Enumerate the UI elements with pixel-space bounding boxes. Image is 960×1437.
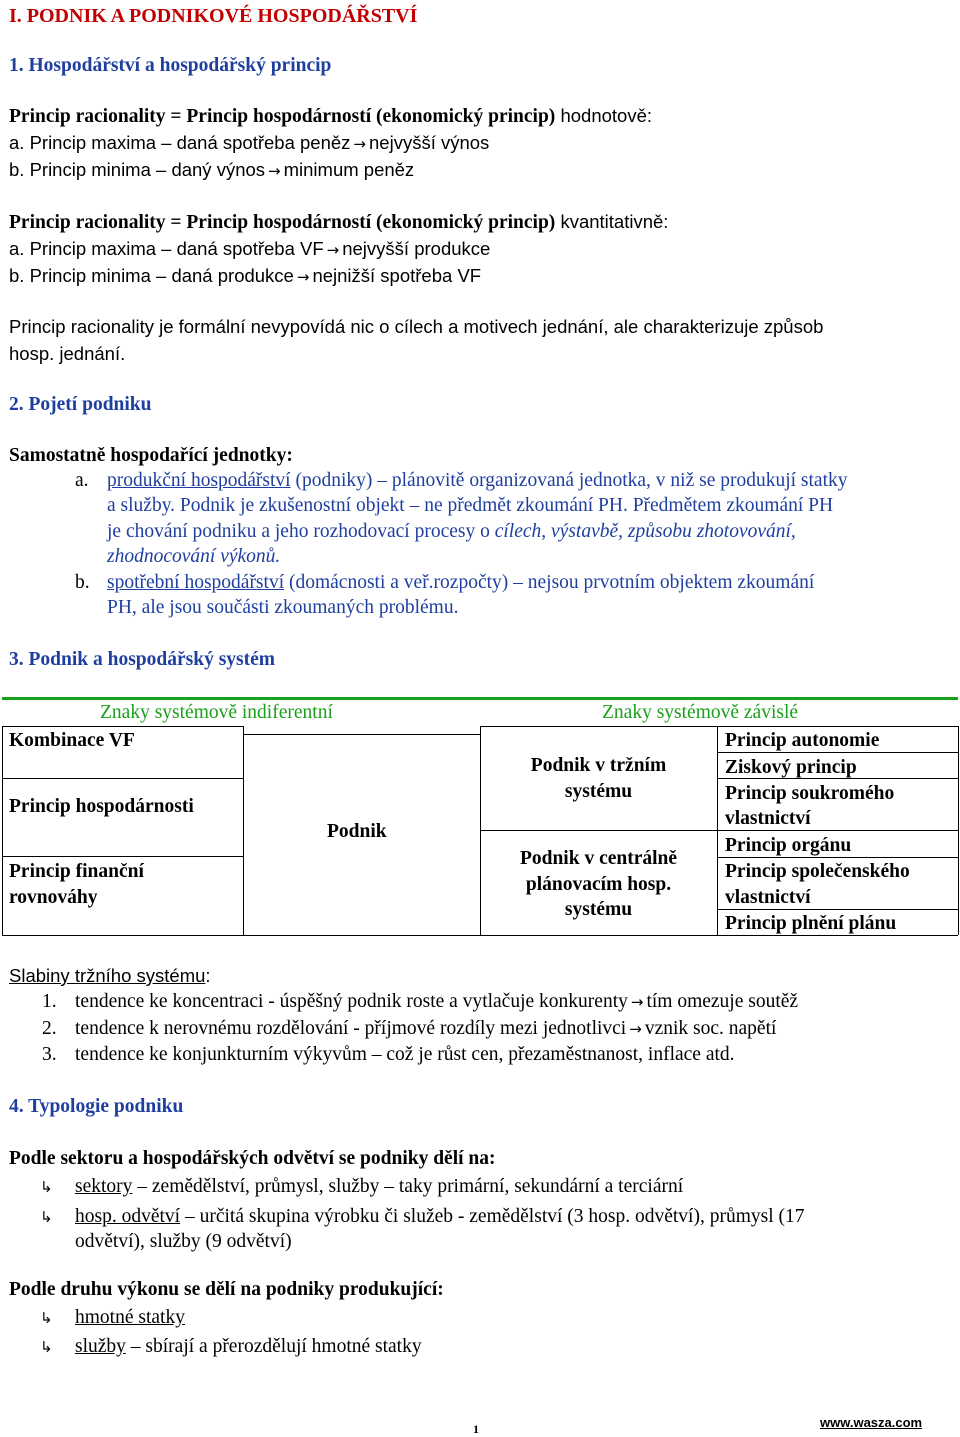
principle-value-a-result: nejvyšší výnos <box>369 132 490 153</box>
sector-item-1-text: – zemědělství, průmysl, služby – taky primární, sekundární a terciární <box>132 1176 684 1197</box>
sector-item-1-term: sektory <box>75 1176 133 1197</box>
principle-organ: Princip orgánu <box>725 835 852 856</box>
market-system-1: Podnik v tržním <box>530 755 667 776</box>
sector-item-2-term: hosp. odvětví <box>75 1206 181 1227</box>
consumption-line-2: PH, ale jsou součásti zkoumaných problému. <box>107 597 459 618</box>
output-item-1-term: hmotné statky <box>75 1307 185 1328</box>
hook-arrow-icon: ↳ <box>40 1309 53 1327</box>
production-line-3-text: je chování podniku a jeho rozhodovací procesy o <box>107 521 495 542</box>
principle-plan: Princip plnění plánu <box>725 913 897 934</box>
output-item-2 <box>75 1335 422 1359</box>
principle-value-suffix: hodnotově: <box>555 105 653 126</box>
output-item-2-text: – sbírají a přerozdělují hmotné statky <box>125 1336 422 1357</box>
principle-value-b-text: b. Princip minima – daný výnos <box>9 159 266 180</box>
weakness-2-text: tendence k nerovnému rozdělování - příjmové rozdíly mezi jednotlivci <box>75 1018 627 1039</box>
rationality-note-line-2: hosp. jednání. <box>9 343 126 364</box>
weaknesses-heading <box>9 964 211 988</box>
sector-subheading: Podle sektoru a hospodářských odvětví se podniky dělí na: <box>9 1148 496 1169</box>
output-subheading: Podle druhu výkonu se dělí na podniky produkující: <box>9 1279 444 1300</box>
consumption-line-1 <box>107 571 814 595</box>
weakness-1-text: tendence ke koncentraci - úspěšný podnik roste a vytlačuje konkurenty <box>75 991 628 1012</box>
section-3-heading: 3. Podnik a hospodářský systém <box>9 649 276 670</box>
header-dependent: Znaky systémově závislé <box>602 702 799 723</box>
item-combination-vf: Kombinace VF <box>9 730 135 751</box>
consumption-term: spotřební hospodářství <box>107 572 285 593</box>
sector-item-1 <box>75 1175 683 1199</box>
document-title: I. PODNIK A PODNIKOVÉ HOSPODÁŘSTVÍ <box>9 5 418 27</box>
principle-social-1: Princip společenského <box>725 861 910 882</box>
sector-item-2 <box>75 1205 805 1229</box>
weakness-2-number: 2. <box>42 1018 57 1039</box>
arrow-right-icon: → <box>353 135 366 153</box>
central-system-2: plánovacím hosp. <box>525 874 672 895</box>
weakness-1-number: 1. <box>42 991 57 1012</box>
arrow-right-icon: → <box>268 162 281 180</box>
production-line-3 <box>107 520 796 544</box>
weakness-2-result: vznik soc. napětí <box>644 1018 777 1039</box>
item-financial-balance-1: Princip finanční <box>9 861 144 882</box>
arrow-right-icon: → <box>629 1020 642 1038</box>
footer-url-link[interactable]: www.wasza.com <box>820 1415 923 1430</box>
principle-quantity-a <box>9 237 490 262</box>
arrow-right-icon: → <box>296 268 310 286</box>
table-top-rule <box>2 697 958 700</box>
weakness-2 <box>75 1017 776 1041</box>
production-marker: a. <box>75 470 89 491</box>
page-number: 1 <box>473 1422 479 1436</box>
principle-value-a <box>9 131 489 156</box>
weakness-3-number: 3. <box>42 1044 57 1065</box>
principle-quantity-a-text: a. Princip maxima – daná spotřeba VF <box>9 238 324 259</box>
production-line-1-text: (podniky) – plánovitě organizovaná jednotka, v niž se produkují statky <box>290 470 848 491</box>
principle-private-2: vlastnictví <box>725 808 811 829</box>
production-line-3-italic: cílech, výstavbě, způsobu zhotovování, <box>494 521 796 542</box>
central-system-1: Podnik v centrálně <box>519 848 678 869</box>
central-system-3: systému <box>564 899 633 920</box>
weaknesses-colon: : <box>205 965 211 986</box>
production-term: produkční hospodářství <box>107 470 291 491</box>
principle-quantity-suffix: kvantitativně: <box>555 211 669 232</box>
production-line-2: a služby. Podnik je zkušenostní objekt – ne předmět zkoumání PH. Předmětem zkoumání PH <box>107 495 834 516</box>
arrow-right-icon: → <box>630 993 644 1011</box>
principle-quantity-line <box>9 210 668 235</box>
production-line-4: zhodnocování výkonů. <box>107 546 281 567</box>
principle-value-b-result: minimum peněz <box>283 159 415 180</box>
principle-value-line <box>9 104 652 129</box>
center-enterprise: Podnik <box>327 821 387 842</box>
item-economy-principle: Princip hospodárnosti <box>9 796 194 817</box>
arrow-right-icon: → <box>326 241 340 259</box>
principle-social-2: vlastnictví <box>725 887 811 908</box>
consumption-marker: b. <box>75 572 90 593</box>
section-4-heading: 4. Typologie podniku <box>9 1096 184 1117</box>
principle-value-a-text: a. Princip maxima – daná spotřeba peněz <box>9 132 351 153</box>
hook-arrow-icon: ↳ <box>40 1178 53 1196</box>
weakness-1 <box>75 990 798 1014</box>
output-item-2-term: služby <box>75 1336 126 1357</box>
market-system-2: systému <box>564 781 633 802</box>
sector-item-2-text: – určitá skupina výrobku či služeb - zemědělství (3 hosp. odvětví), průmysl (17 <box>180 1206 805 1227</box>
rationality-note-line-1: Princip racionality je formální nevypovídá nic o cílech a motivech jednání, ale charakterizuje způsob <box>9 316 824 337</box>
principle-value-b <box>9 158 414 183</box>
section-2-heading: 2. Pojetí podniku <box>9 394 152 415</box>
item-financial-balance-2: rovnováhy <box>9 887 98 908</box>
principle-quantity-b-text: b. Princip minima – daná produkce <box>9 265 294 286</box>
hook-arrow-icon: ↳ <box>40 1338 53 1356</box>
weakness-1-result: tím omezuje soutěž <box>646 991 799 1012</box>
hook-arrow-icon: ↳ <box>40 1208 53 1226</box>
principle-profit: Ziskový princip <box>725 757 857 778</box>
principle-quantity-a-result: nejvyšší produkce <box>342 238 491 259</box>
principle-value-bold: Princip racionality = Princip hospodárností (ekonomický princip) <box>9 106 556 127</box>
sector-item-2-line-2: odvětví), služby (9 odvětví) <box>75 1231 292 1252</box>
units-subheading: Samostatně hospodařící jednotky: <box>9 445 293 466</box>
consumption-line-1-text: (domácnosti a veř.rozpočty) – nejsou prvotním objektem zkoumání <box>284 572 815 593</box>
principle-private-1: Princip soukromého <box>725 783 895 804</box>
production-line-1 <box>107 469 848 493</box>
principle-quantity-bold: Princip racionality = Princip hospodárností (ekonomický princip) <box>9 212 556 233</box>
principle-quantity-b <box>9 264 481 289</box>
section-1-heading: 1. Hospodářství a hospodářský princip <box>9 55 332 76</box>
principle-autonomy: Princip autonomie <box>725 730 880 751</box>
principle-quantity-b-result: nejnižší spotřeba VF <box>312 265 482 286</box>
weakness-3-text: tendence ke konjunkturním výkyvům – což je růst cen, přezaměstnanost, inflace atd. <box>75 1044 735 1065</box>
header-indifferent: Znaky systémově indiferentní <box>100 702 333 723</box>
weaknesses-label: Slabiny tržního systému <box>9 965 206 986</box>
